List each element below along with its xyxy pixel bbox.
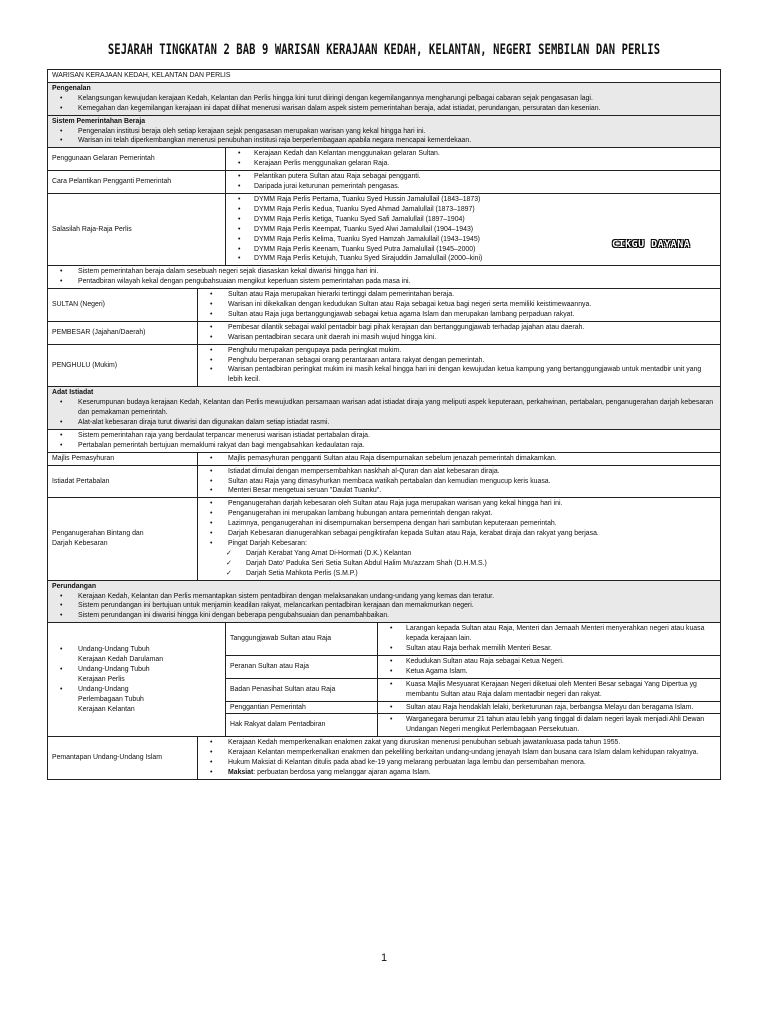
watermark-stamp: CIKGU DAYANA <box>612 239 691 250</box>
list-item: • Kerajaan Kedah dan Kelantan menggunakan gelaran Sultan. <box>230 149 716 159</box>
row-label: Tanggungjawab Sultan atau Raja <box>226 623 378 656</box>
list-item: • DYMM Raja Perlis Keempat, Tuanku Syed Alwi Jamalullail (1904–1943) <box>230 225 716 235</box>
list-item: • Pingat Darjah Kebesaran: <box>202 539 716 549</box>
list-item: • Sistem pemerintahan raja yang berdaulat terpancar menerusi warisan istiadat pertabalan diraja. <box>52 431 716 441</box>
list-item: • Pembesar dilantik sebagai wakil pentadbir bagi pihak kerajaan dan bertanggungjawab terhadap jajahan atau daerah. <box>202 323 716 333</box>
list-item: • Sultan atau Raja merupakan hierarki tertinggi dalam pemerintahan beraja. <box>202 290 716 300</box>
table-title: WARISAN KERAJAAN KEDAH, KELANTAN DAN PERLIS <box>48 70 721 83</box>
list-item: • Sultan atau Raja hendaklah lelaki, berketurunan raja, berbangsa Melayu dan beragama Islam. <box>382 703 716 713</box>
list-item: • Istiadat dimulai dengan mempersembahkan naskhah al-Quran dan alat kebesaran diraja. <box>202 467 716 477</box>
list-item: • Daripada jurai keturunan pemerintah pengasas. <box>230 182 716 192</box>
list-item: • Majlis pemasyhuran pengganti Sultan atau Raja disempurnakan sebelum jenazah pemerintah dimakamkan. <box>202 454 716 464</box>
beraja-section <box>48 115 721 148</box>
maksiat-term: Maksiat <box>228 769 254 776</box>
page-number: 1 <box>380 952 388 964</box>
list-item: • Warisan pentadbiran secara unit daerah ini masih wujud hingga kini. <box>202 333 716 343</box>
list-item: • Ketua Agama Islam. <box>382 667 716 677</box>
list-item: • Sultan atau Raja yang dimasyhurkan membaca watikah pertabalan dan kemudian mengucup keris kuasa. <box>202 477 716 487</box>
list-item: • Keserumpunan budaya kerajaan Kedah, Kelantan dan Perlis mewujudkan persamaan warisan adat istiadat diraja yang meliputi aspek keputeraan, perkahwinan, pertabalan, penganugerahan darjah kebesaran dan pemakaman pemerintah. <box>52 398 716 418</box>
perundangan-heading: Perundangan <box>52 582 97 590</box>
table-row <box>48 737 721 780</box>
list-item: • Alat-alat kebesaran diraja turut diwarisi dan digunakan dalam setiap istiadat rasmi. <box>52 418 716 428</box>
table-row <box>48 623 721 656</box>
row-label: Cara Pelantikan Pengganti Pemerintah <box>48 171 226 194</box>
list-item: • Pentadbiran wilayah kekal dengan pengubahsuaian mengikut keperluan sistem pemerintahan pada masa ini. <box>52 277 716 287</box>
adat-heading: Adat Istiadat <box>52 389 94 397</box>
list-item: • Sultan atau Raja berhak memilih Menteri Besar. <box>382 644 716 654</box>
list-item: • Hukum Maksiat di Kelantan ditulis pada abad ke-19 yang melarang perbuatan laga lembu dan persembahan menora. <box>202 758 716 768</box>
maksiat-definition: : perbuatan berdosa yang melanggar ajaran agama Islam. <box>253 769 431 776</box>
list-item: • Sultan atau Raja juga bertanggungjawab sebagai ketua agama Islam dan merupakan lambang perpaduan rakyat. <box>202 310 716 320</box>
adat-section <box>48 387 721 430</box>
list-item: • Kuasa Majlis Mesyuarat Kerajaan Negeri diketuai oleh Menteri Besar sebagai Yang Dipertua yg membantu Sultan atau Raja dalam mentadbir negeri dan rakyat. <box>382 680 716 700</box>
list-item: • Warisan ini telah diperkembangkan menerusi penubuhan institusi raja berperlembagaan apabila negara mencapai kemerdekaan. <box>52 136 716 146</box>
list-item: • Pelantikan putera Sultan atau Raja sebagai pengganti. <box>230 172 716 182</box>
list-item: • Sistem perundangan ini diwarisi hingga kini dengan beberapa pengubahsuaian dan penambahbaikan. <box>52 611 716 621</box>
row-label: PENGHULU (Mukim) <box>48 344 198 387</box>
table-row <box>48 465 721 498</box>
table-row <box>48 498 721 580</box>
list-item: • Penganugerahan ini merupakan lambang hubungan antara pemerintah dengan rakyat. <box>202 509 716 519</box>
beraja-list <box>52 127 716 147</box>
table-row <box>48 171 721 194</box>
list-item: • DYMM Raja Perlis Kedua, Tuanku Syed Ahmad Jamalullail (1873–1897) <box>230 205 716 215</box>
list-item: • Kemegahan dan kegemilangan kerajaan ini dapat dilihat menerusi warisan dalam aspek sistem pemerintahan beraja, adat istiadat, perundangan, persuratan dan kesenian. <box>52 104 716 114</box>
table-row <box>48 289 721 322</box>
row-label: Majlis Pemasyhuran <box>48 452 198 465</box>
list-item: • DYMM Raja Perlis Kelima, Tuanku Syed Hamzah Jamalullail (1943–1945) <box>230 235 716 245</box>
list-item: • Warganegara berumur 21 tahun atau lebih yang tinggal di dalam negeri layak menjadi Ahli Dewan Undangan Negeri mengikut Perlembagaan Persekutuan. <box>382 715 716 735</box>
list-item: • Penganugerahan darjah kebesaran oleh Sultan atau Raja juga merupakan warisan yang kekal hingga hari ini. <box>202 499 716 509</box>
row-label: Hak Rakyat dalam Pentadbiran <box>226 714 378 737</box>
table-row <box>48 429 721 452</box>
list-item: • DYMM Raja Perlis Keenam, Tuanku Syed Putra Jamalullail (1945–2000) <box>230 245 716 255</box>
row-label: Peranan Sultan atau Raja <box>226 655 378 678</box>
table-title-row <box>48 70 721 83</box>
law-item: • Undang-Undang Perlembagaan Tubuh Kerajaan Kelantan <box>52 685 221 715</box>
list-item: • Larangan kepada Sultan atau Raja, Menteri dan Jemaah Menteri menyerahkan negeri atau kuasa kepada kerajaan lain. <box>382 624 716 644</box>
row-label: Istiadat Pertabalan <box>48 465 198 498</box>
list-item: • Penghulu berperanan sebagai orang perantaraan antara rakyat dengan pemerintah. <box>202 356 716 366</box>
row-label <box>48 498 198 580</box>
list-item: • Kerajaan Kedah, Kelantan dan Perlis memantapkan sistem pentadbiran dengan melaksanakan undang-undang yang kemas dan teratur. <box>52 592 716 602</box>
salasilah-list <box>230 195 716 264</box>
list-item <box>202 768 716 778</box>
row-label: PEMBESAR (Jajahan/Daerah) <box>48 321 198 344</box>
list-item: • Kedudukan Sultan atau Raja sebagai Ketua Negeri. <box>382 657 716 667</box>
row-label: Badan Penasihat Sultan atau Raja <box>226 678 378 701</box>
list-item: • Penghulu merupakan pengupaya pada peringkat mukim. <box>202 346 716 356</box>
row-label: SULTAN (Negeri) <box>48 289 198 322</box>
table-row <box>48 148 721 171</box>
pengenalan-list <box>52 94 716 114</box>
warisan-table-wrapper <box>47 69 720 780</box>
darjah-label-line2: Darjah Kebesaran <box>52 539 108 547</box>
laws-cell <box>48 623 226 737</box>
table-row <box>48 344 721 387</box>
warisan-table <box>47 69 721 780</box>
table-row <box>48 321 721 344</box>
row-label: Pemantapan Undang-Undang Islam <box>48 737 198 780</box>
table-row <box>48 193 721 265</box>
perundangan-section <box>48 580 721 623</box>
row-label: Penggunaan Gelaran Pemerintah <box>48 148 226 171</box>
list-item: • Pertabalan pemerintah bertujuan memaklumi rakyat dan bagi mengabsahkan kedaulatan raja. <box>52 441 716 451</box>
law-item: • Undang-Undang Tubuh Kerajaan Kedah Darulaman <box>52 645 221 665</box>
list-item: • Sistem pemerintahan beraja dalam sesebuah negeri sejak diasaskan kekal diwarisi hingga hari ini. <box>52 267 716 277</box>
law-item: • Undang-Undang Tubuh Kerajaan Perlis <box>52 665 221 685</box>
list-item: • Kerajaan Kelantan memperkenalkan enakmen dan pekeliling berkaitan undang-undang jenayah Islam dan busana cara Islam dalam kehidupan rakyatnya. <box>202 748 716 758</box>
beraja-heading: Sistem Pemerintahan Beraja <box>52 117 146 125</box>
list-item: • Menteri Besar mengetuai seruan "Daulat Tuanku". <box>202 486 716 496</box>
list-item: • Pengenalan institusi beraja oleh setiap kerajaan sejak pengasasan merupakan warisan yang kekal hingga hari ini. <box>52 127 716 137</box>
list-item: • Kerajaan Perlis menggunakan gelaran Raja. <box>230 159 716 169</box>
list-item: • Kerajaan Kedah memperkenalkan enakmen zakat yang diuruskan menerusi penubuhan sebuah jawatankuasa pada tahun 1955. <box>202 738 716 748</box>
pingat-item: ✓ Darjah Kerabat Yang Amat Di-Hormati (D.K.) Kelantan <box>202 549 716 559</box>
row-label: Salasilah Raja-Raja Perlis <box>48 193 226 265</box>
list-item: • Sistem perundangan ini bertujuan untuk menjamin keadilan rakyat, melancarkan pentadbiran kerajaan dan memakmurkan negeri. <box>52 601 716 611</box>
list-item: • DYMM Raja Perlis Ketujuh, Tuanku Syed Sirajuddin Jamalullail (2000–kini) <box>230 254 716 264</box>
list-item: • Warisan pentadbiran peringkat mukim ini masih kekal hingga hari ini dengan kewujudan ketua kampung yang bertanggungjawab untuk mentadbir unit yang lebih kecil. <box>202 365 716 385</box>
pengenalan-heading: Pengenalan <box>52 84 91 92</box>
pingat-item: ✓ Darjah Setia Mahkota Perlis (S.M.P.) <box>202 569 716 579</box>
pingat-item: ✓ Darjah Dato' Paduka Seri Setia Sultan Abdul Halim Mu'azzam Shah (D.H.M.S.) <box>202 559 716 569</box>
list-item: • Warisan ini dikekalkan dengan kedudukan Sultan atau Raja sebagai ketua bagi negeri serta memiliki keistimewaannya. <box>202 300 716 310</box>
list-item: • Kelangsungan kewujudan kerajaan Kedah, Kelantan dan Perlis hingga kini turut diiringi dengan kegemilangannya mengharungi pelbagai cabaran sejak pengasasan lagi. <box>52 94 716 104</box>
pengenalan-section <box>48 82 721 115</box>
table-row <box>48 452 721 465</box>
list-item: • Lazimnya, penganugerahan ini disempurnakan bersempena dengan hari sambutan keputeraan pemerintah. <box>202 519 716 529</box>
list-item: • Darjah Kebesaran dianugerahkan sebagai pengiktirafan kepada Sultan atau Raja, kerabat diraja dan rakyat yang berjasa. <box>202 529 716 539</box>
page-title: SEJARAH TINGKATAN 2 BAB 9 WARISAN KERAJAAN KEDAH, KELANTAN, NEGERI SEMBILAN DAN PERLIS <box>107 41 661 59</box>
darjah-label-line1: Penganugerahan Bintang dan <box>52 530 144 538</box>
table-row <box>48 266 721 289</box>
list-item: • DYMM Raja Perlis Ketiga, Tuanku Syed Safi Jamalullail (1897–1904) <box>230 215 716 225</box>
list-item: • DYMM Raja Perlis Pertama, Tuanku Syed Hussin Jamalullail (1843–1873) <box>230 195 716 205</box>
row-label: Penggantian Pemerintah <box>226 701 378 714</box>
pingat-list <box>202 549 716 579</box>
